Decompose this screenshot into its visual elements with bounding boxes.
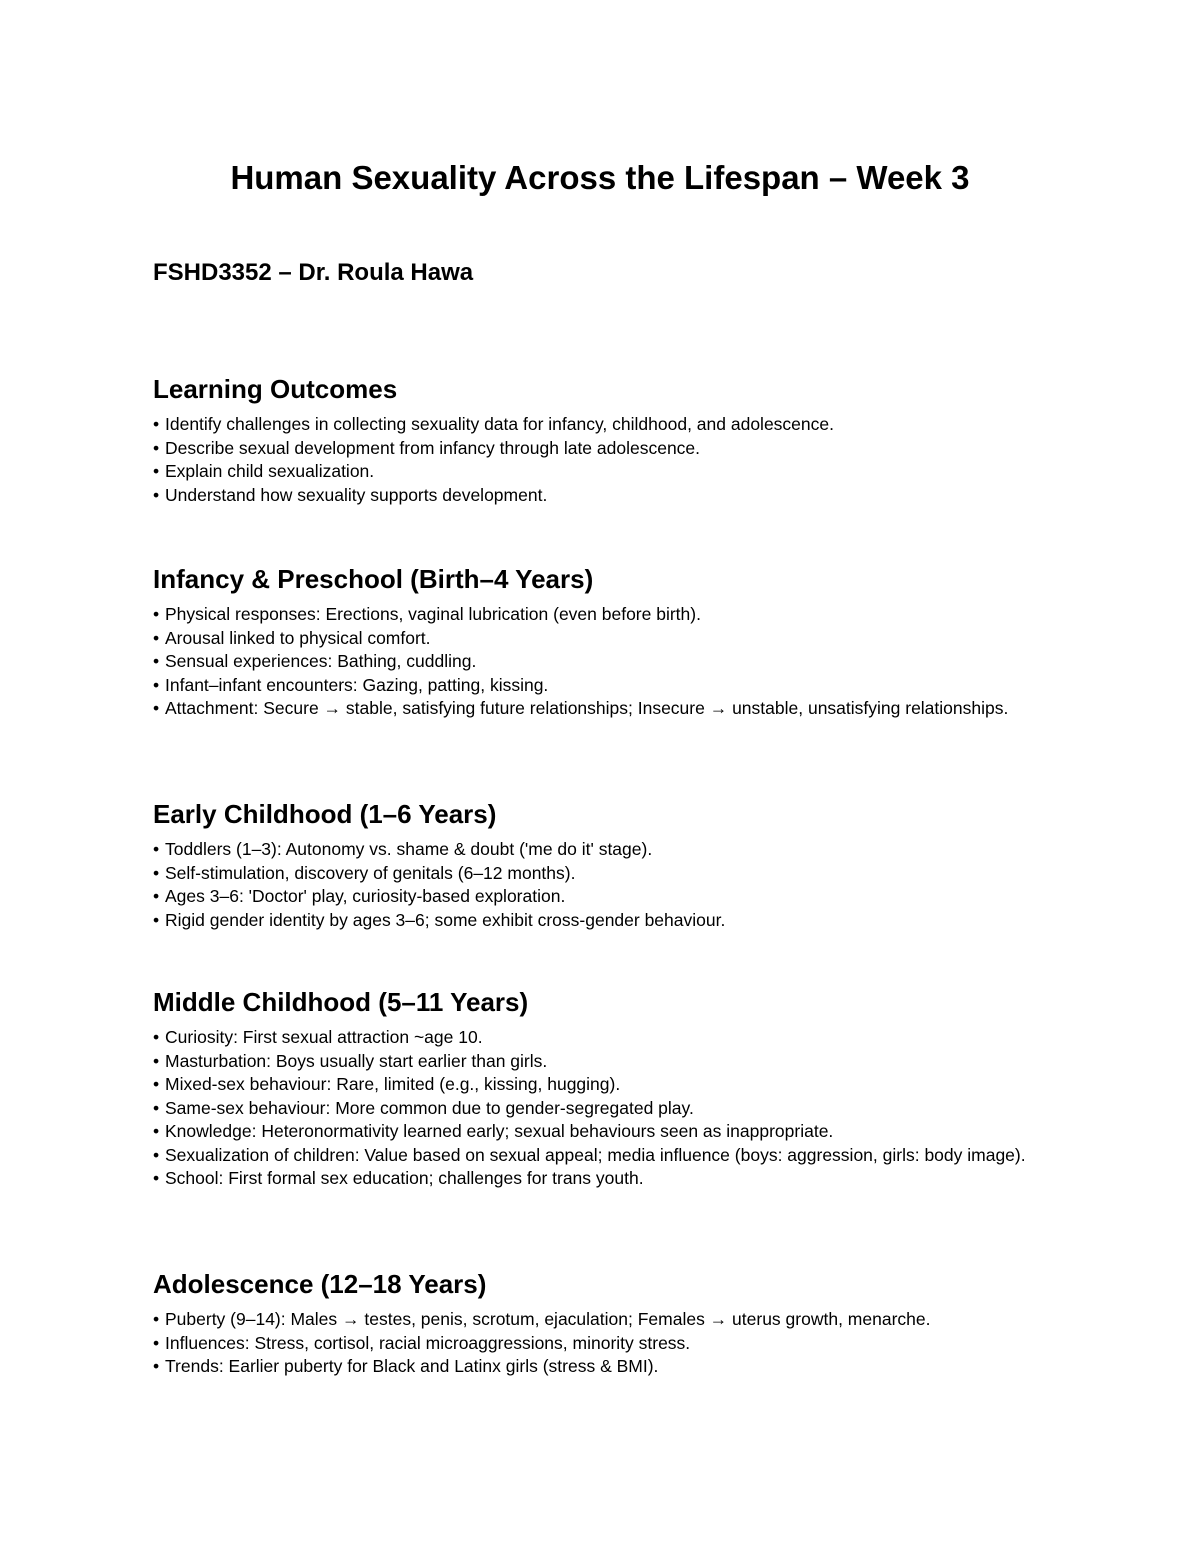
bullet-icon: •	[153, 1309, 160, 1329]
list-item: • Ages 3–6: 'Doctor' play, curiosity-based exploration.	[153, 885, 1033, 909]
bullet-icon: •	[153, 1121, 160, 1141]
bullet-list	[153, 413, 1033, 507]
list-item: • Toddlers (1–3): Autonomy vs. shame & doubt ('me do it' stage).	[153, 838, 1033, 862]
section-middle-childhood	[153, 984, 1033, 1191]
bullet-icon: •	[153, 1332, 160, 1353]
list-item: • Masturbation: Boys usually start earlier than girls.	[153, 1050, 1033, 1074]
bullet-icon: •	[153, 437, 160, 458]
list-item: • School: First formal sex education; challenges for trans youth.	[153, 1167, 1033, 1191]
bullet-list	[153, 838, 1033, 932]
bullet-icon: •	[153, 651, 160, 671]
list-item: • Physical responses: Erections, vaginal lubrication (even before birth).	[153, 603, 1033, 627]
bullet-icon: •	[153, 909, 160, 930]
list-item: • Infant–infant encounters: Gazing, patting, kissing.	[153, 674, 1033, 698]
bullet-list	[153, 603, 1033, 721]
section-heading: Learning Outcomes	[153, 374, 398, 404]
bullet-icon: •	[153, 839, 160, 859]
list-item: • Sensual experiences: Bathing, cuddling.	[153, 650, 1033, 674]
section-heading: Infancy & Preschool (Birth–4 Years)	[153, 564, 594, 594]
bullet-icon: •	[153, 1027, 160, 1047]
list-item: • Describe sexual development from infancy through late adolescence.	[153, 437, 1033, 461]
bullet-icon: •	[153, 862, 160, 883]
list-item: • Puberty (9–14): Males → testes, penis, scrotum, ejaculation; Females → uterus growth, menarche.	[153, 1308, 1033, 1332]
section-heading: Adolescence (12–18 Years)	[153, 1269, 487, 1299]
bullet-icon: •	[153, 414, 160, 434]
list-item: • Understand how sexuality supports development.	[153, 484, 1033, 508]
page-title: Human Sexuality Across the Lifespan – Week 3	[230, 159, 970, 196]
list-item: • Influences: Stress, cortisol, racial microaggressions, minority stress.	[153, 1332, 1033, 1356]
list-item: • Trends: Earlier puberty for Black and Latinx girls (stress & BMI).	[153, 1355, 1033, 1379]
list-item: • Attachment: Secure → stable, satisfying future relationships; Insecure → unstable, unsatisfying relationships.	[153, 697, 1033, 721]
bullet-icon: •	[153, 1050, 160, 1071]
section-heading: Early Childhood (1–6 Years)	[153, 799, 497, 829]
bullet-icon: •	[153, 484, 160, 505]
bullet-icon: •	[153, 604, 160, 624]
bullet-icon: •	[153, 461, 160, 481]
course-subtitle: FSHD3352 – Dr. Roula Hawa	[153, 259, 474, 286]
bullet-list	[153, 1308, 1033, 1379]
section-adolescence	[153, 1266, 1033, 1379]
bullet-icon: •	[153, 698, 160, 718]
list-item: • Self-stimulation, discovery of genitals (6–12 months).	[153, 862, 1033, 886]
bullet-icon: •	[153, 674, 160, 695]
list-item: • Explain child sexualization.	[153, 460, 1033, 484]
list-item: • Identify challenges in collecting sexuality data for infancy, childhood, and adolescence.	[153, 413, 1033, 437]
section-heading: Middle Childhood (5–11 Years)	[153, 987, 529, 1017]
section-early-childhood	[153, 796, 1033, 932]
list-item: • Sexualization of children: Value based on sexual appeal; media influence (boys: aggression, girls: body image).	[153, 1144, 1033, 1168]
list-item: • Curiosity: First sexual attraction ~age 10.	[153, 1026, 1033, 1050]
list-item: • Same-sex behaviour: More common due to gender-segregated play.	[153, 1097, 1033, 1121]
section-infancy-preschool	[153, 561, 1033, 721]
list-item: • Arousal linked to physical comfort.	[153, 627, 1033, 651]
list-item: • Rigid gender identity by ages 3–6; some exhibit cross-gender behaviour.	[153, 909, 1033, 933]
bullet-icon: •	[153, 1074, 160, 1094]
bullet-list	[153, 1026, 1033, 1191]
bullet-icon: •	[153, 1144, 160, 1165]
bullet-icon: •	[153, 1097, 160, 1118]
bullet-icon: •	[153, 886, 160, 906]
section-learning-outcomes	[153, 371, 1033, 507]
list-item: • Knowledge: Heteronormativity learned early; sexual behaviours seen as inappropriate.	[153, 1120, 1033, 1144]
bullet-icon: •	[153, 1356, 160, 1376]
bullet-icon: •	[153, 1168, 160, 1188]
bullet-icon: •	[153, 627, 160, 648]
list-item: • Mixed-sex behaviour: Rare, limited (e.g., kissing, hugging).	[153, 1073, 1033, 1097]
